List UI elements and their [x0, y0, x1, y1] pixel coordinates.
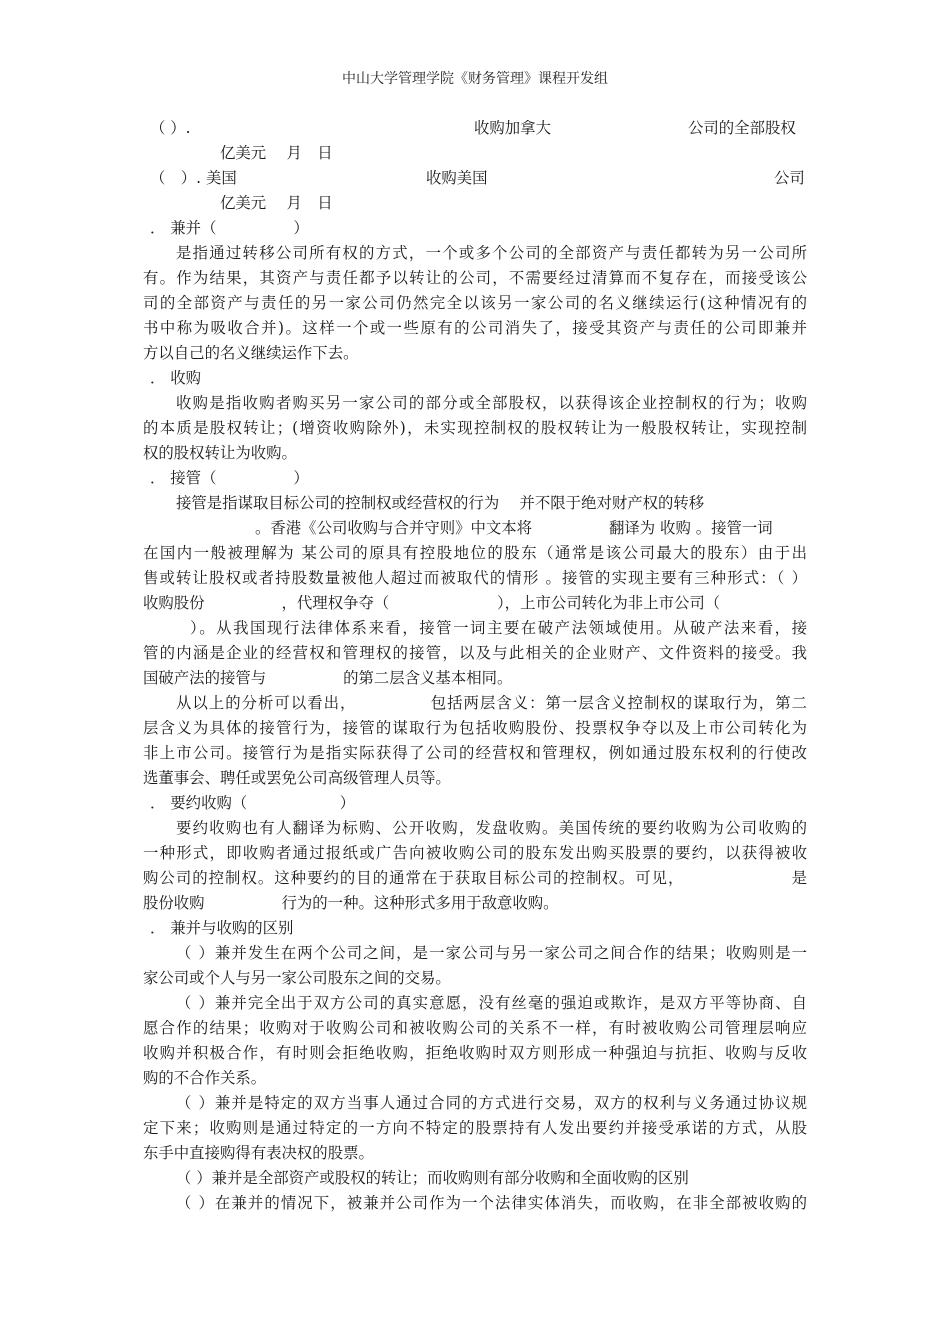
section-heading-tender-offer: ． 要约收购（ ）	[150, 794, 355, 812]
paragraph-line: 愿合作的结果；收购对于收购公司和被收购公司的关系不一样，有时被收购公司管理层响应	[143, 1019, 807, 1037]
intro-line-4: 亿美元 月 日	[220, 194, 333, 212]
paragraph-line: 有。作为结果，其资产与责任都予以转让的公司，不需要经过清算而不复存在，而接受该公	[143, 269, 807, 287]
paragraph-line: 是指通过转移公司所有权的方式，一个或多个公司的全部资产与责任都转为另一公司所	[176, 244, 807, 262]
paragraph-line: 从以上的分析可以看出， 包括两层含义：第一层含义控制权的谋取行为，第二	[176, 694, 807, 712]
paragraph-line: 收购股份 ，代理权争夺（ ），上市公司转化为非上市公司（	[143, 594, 721, 612]
section-heading-takeover: ． 接管（ ）	[150, 469, 309, 487]
paragraph-line: 层含义为具体的接管行为，接管的谋取行为包括收购股份、投票权争夺以及上市公司转化为	[143, 719, 807, 737]
section-heading-merger: ． 兼并（ ）	[150, 219, 309, 237]
paragraph-line: 接管是指谋取目标公司的控制权或经营权的行为 并不限于绝对财产权的转移	[176, 494, 705, 512]
intro-line-3-right: 公司	[774, 169, 805, 187]
intro-line-2: 亿美元 月 日	[220, 144, 333, 162]
paragraph-line: 收购是指收购者购买另一家公司的部分或全部股权，以获得该企业控制权的行为；收购	[176, 394, 807, 412]
paragraph-line: 权的股权转让为收购。	[143, 444, 297, 462]
intro-line-1-right: 公司的全部股权	[688, 119, 796, 137]
paragraph-line: 购的不合作关系。	[143, 1069, 267, 1087]
paragraph-line: 要约收购也有人翻译为标购、公开收购，发盘收购。美国传统的要约收购为公司收购的	[176, 819, 807, 837]
paragraph-line: 售或转让股权或者持股数量被他人超过而被取代的情形 。接管的实现主要有三种形式：（ ）	[143, 569, 807, 587]
paragraph-line: （ ）在兼并的情况下，被兼并公司作为一个法律实体消失，而收购，在非全部被收购的	[176, 1194, 807, 1212]
paragraph-line: 家公司或个人与另一家公司股东之间的交易。	[143, 969, 451, 987]
paragraph-line: 选董事会、聘任或罢免公司高级管理人员等。	[143, 769, 451, 787]
paragraph-line: （ ）兼并发生在两个公司之间，是一家公司与另一家公司之间合作的结果；收购则是一	[176, 944, 807, 962]
paragraph-line: 国破产法的接管与 的第二层含义基本相同。	[143, 669, 513, 687]
intro-line-3-left: （ ）. 美国	[150, 169, 237, 187]
paragraph-line: 股份收购 行为的一种。这种形式多用于敌意收购。	[143, 894, 559, 912]
paragraph-line: 。香港《公司收购与合并守则》中文本将 翻译为 收购 。接管一词	[255, 519, 773, 537]
paragraph-line: （ ）兼并完全出于双方公司的真实意愿，没有丝毫的强迫或欺诈，是双方平等协商、自	[176, 994, 807, 1012]
paragraph-line: 书中称为吸收合并)。这样一个或一些原有的公司消失了，接受其资产与责任的公司即兼并	[143, 319, 807, 337]
intro-line-3-middle: 收购美国	[426, 169, 488, 187]
page-header: 中山大学管理学院《财务管理》课程开发组	[342, 71, 608, 87]
section-heading-differences: ． 兼并与收购的区别	[150, 919, 294, 937]
section-heading-acquisition: ． 收购	[150, 369, 202, 387]
paragraph-line: 在国内一般被理解为 某公司的原具有控股地位的股东（通常是该公司最大的股东）由于出	[143, 544, 807, 562]
paragraph-line: ）。从我国现行法律体系来看，接管一词主要在破产法领域使用。从破产法来看，接	[190, 619, 807, 637]
paragraph-line: 司的全部资产与责任的另一家公司仍然完全以该另一家公司的名义继续运行(这种情况有的	[143, 294, 807, 312]
paragraph-line: 方以自己的名义继续运作下去。	[143, 344, 359, 362]
intro-line-1-index: （ ）.	[150, 119, 191, 137]
paragraph-line: （ ）兼并是全部资产或股权的转让；而收购则有部分收购和全面收购的区别	[176, 1169, 689, 1187]
paragraph-line: 管的内涵是企业的经营权和管理权的接管，以及与此相关的企业财产、文件资料的接受。我	[143, 644, 807, 662]
paragraph-line: 的本质是股权转让；(增资收购除外)，未实现控制权的股权转让为一般股权转让，实现控制	[143, 419, 807, 437]
paragraph-line: 收购并积极合作，有时则会拒绝收购，拒绝收购时双方则形成一种强迫与抗拒、收购与反收	[143, 1044, 807, 1062]
paragraph-line: 东手中直接购得有表决权的股票。	[143, 1144, 374, 1162]
paragraph-line: 购公司的控制权。这种要约的目的通常在于获取目标公司的控制权。可见， 是	[143, 869, 807, 887]
paragraph-line: （ ）兼并是特定的双方当事人通过合同的方式进行交易，双方的权利与义务通过协议规	[176, 1094, 807, 1112]
paragraph-line: 一种形式，即收购者通过报纸或广告向被收购公司的股东发出购买股票的要约，以获得被收	[143, 844, 807, 862]
intro-line-1-middle: 收购加拿大	[474, 119, 551, 137]
paragraph-line: 定下来；收购则是通过特定的一方向不特定的股票持有人发出要约并接受承诺的方式，从股	[143, 1119, 807, 1137]
paragraph-line: 非上市公司。接管行为是指实际获得了公司的经营权和管理权，例如通过股东权利的行使改	[143, 744, 807, 762]
